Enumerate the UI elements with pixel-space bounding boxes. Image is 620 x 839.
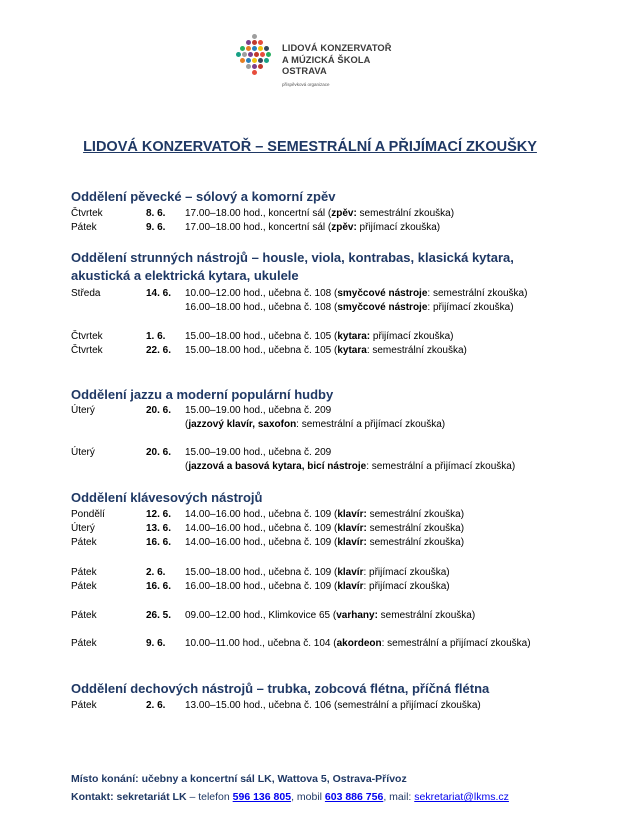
row-time: ( [185,461,189,472]
row-day: Pondělí [71,509,105,520]
logo-dot [246,58,251,63]
row-day: Pátek [71,222,97,233]
logo-dot [246,40,251,45]
row-time: 09.00–12.00 hod., Klimkovice 65 ( [185,610,337,621]
row-details [185,446,331,460]
row-time: 14.00–16.00 hod., učebna č. 109 ( [185,537,338,548]
logo-line-1: LIDOVÁ KONZERVATOŘ [282,43,392,53]
row-day: Pátek [71,700,97,711]
row-date: 13. 6. [146,523,172,534]
row-date: 20. 6. [146,405,172,416]
schedule-row [0,508,620,522]
schedule-row [0,536,620,550]
schedule-row [0,404,620,418]
row-day: Úterý [71,447,95,458]
row-day: Pátek [71,610,97,621]
row-day: Pátek [71,638,97,649]
logo-dot [252,64,257,69]
row-subject: klavír: [337,537,367,548]
row-time: 14.00–16.00 hod., učebna č. 109 ( [185,509,338,520]
row-subject: zpěv: [331,222,357,233]
row-details [185,207,454,221]
footer-place: Místo konání: učebny a koncertní sál LK, Wattova 5, Ostrava-Přívoz [71,773,407,785]
row-subject: smyčcové nástroje [337,302,428,313]
logo-dot [252,46,257,51]
row-day: Úterý [71,523,95,534]
row-subject: klavír: [337,523,367,534]
section-title-strings-1: Oddělení strunných nástrojů – housle, viola, kontrabas, klasická kytara, [71,250,514,265]
row-note: : semestrální a přijímací zkouška) [366,461,516,472]
logo-dot [252,34,257,39]
row-date: 8. 6. [146,208,166,219]
telefon-label: – telefon [186,791,233,803]
schedule-row [0,460,620,474]
row-day: Pátek [71,537,97,548]
row-time: 15.00–19.00 hod., učebna č. 209 [185,405,332,416]
mobil-label: , mobil [291,791,325,803]
logo-dot [258,46,263,51]
email-link[interactable]: sekretariat@lkms.cz [414,791,509,803]
row-subject: klavír [337,567,364,578]
logo-dot [258,58,263,63]
footer-contact [71,791,509,803]
school-logo [236,34,396,94]
schedule-row [0,566,620,580]
schedule-row [0,287,620,301]
row-details [185,404,331,418]
row-subject: varhany: [336,610,378,621]
row-date: 22. 6. [146,345,172,356]
section-title-vocal: Oddělení pěvecké – sólový a komorní zpěv [71,189,336,204]
row-details [185,508,464,522]
phone-link[interactable]: 596 136 805 [232,791,292,803]
row-time: ( [185,419,189,430]
row-note: : semestrální zkouška) [427,288,528,299]
row-subject: kytara: [337,331,371,342]
row-note: přijímací zkouška) [370,331,454,342]
row-details [185,287,527,301]
mobile-link[interactable]: 603 886 756 [324,791,384,803]
schedule-row [0,330,620,344]
logo-line-2: A MÚZICKÁ ŠKOLA [282,54,371,65]
row-details [185,522,464,536]
row-note: semestrální zkouška) [377,610,476,621]
logo-subtitle: příspěvková organizace [282,82,330,87]
row-date: 9. 6. [146,222,166,233]
row-note: semestrální zkouška) [366,537,465,548]
row-note: semestrální zkouška) [366,523,465,534]
row-day: Čtvrtek [71,345,103,356]
section-title-keyboard: Oddělení klávesových nástrojů [71,490,263,505]
logo-dot [252,58,257,63]
row-details [185,344,467,358]
schedule-row [0,207,620,221]
schedule-row [0,301,620,315]
logo-dot [258,64,263,69]
row-time: 13.00–15.00 hod., učebna č. 106 (semestrální a přijímací zkouška) [185,700,481,711]
row-details [185,460,515,474]
schedule-row [0,522,620,536]
logo-dots-icon [236,34,276,78]
logo-dot [258,40,263,45]
section-title-wind: Oddělení dechových nástrojů – trubka, zobcová flétna, příčná flétna [71,681,490,696]
row-date: 9. 6. [146,638,166,649]
logo-dot [246,64,251,69]
row-subject: klavír [337,581,364,592]
row-note: : semestrální zkouška) [366,345,467,356]
logo-line-3: OSTRAVA [282,66,327,76]
row-time: 10.00–11.00 hod., učebna č. 104 ( [185,638,337,649]
logo-dot [254,52,259,57]
schedule-row [0,699,620,713]
schedule-row [0,446,620,460]
row-details [185,536,464,550]
row-time: 15.00–19.00 hod., učebna č. 209 [185,447,332,458]
row-date: 16. 6. [146,581,172,592]
row-time: 17.00–18.00 hod., koncertní sál ( [185,222,332,233]
row-note: : semestrální a přijímací zkouška) [296,419,446,430]
row-subject: zpěv: [331,208,357,219]
row-time: 16.00–18.00 hod., učebna č. 109 ( [185,581,338,592]
schedule-row [0,221,620,235]
row-date: 2. 6. [146,567,166,578]
row-details [185,330,454,344]
row-day: Úterý [71,405,95,416]
logo-dot [240,58,245,63]
row-subject: kytara [337,345,367,356]
page-title: LIDOVÁ KONZERVATOŘ – SEMESTRÁLNÍ A PŘIJÍMACÍ ZKOUŠKY [83,139,537,155]
logo-dot [240,46,245,51]
row-day: Čtvrtek [71,331,103,342]
row-date: 20. 6. [146,447,172,458]
logo-dot [264,58,269,63]
row-note: semestrální zkouška) [356,208,455,219]
row-day: Pátek [71,581,97,592]
row-details [185,301,514,315]
row-note: : přijímací zkouška) [363,581,450,592]
section-title-jazz: Oddělení jazzu a moderní populární hudby [71,387,334,402]
logo-dot [252,40,257,45]
row-date: 16. 6. [146,537,172,548]
row-details [185,637,531,651]
row-time: 10.00–12.00 hod., učebna č. 108 ( [185,288,338,299]
row-time: 16.00–18.00 hod., učebna č. 108 ( [185,302,338,313]
row-date: 14. 6. [146,288,172,299]
row-time: 17.00–18.00 hod., koncertní sál ( [185,208,332,219]
schedule-row [0,580,620,594]
schedule-row [0,344,620,358]
section-title-strings-2: akustická a elektrická kytara, ukulele [71,268,299,283]
row-date: 2. 6. [146,700,166,711]
row-subject: klavír: [337,509,367,520]
row-note: : přijímací zkouška) [363,567,450,578]
row-subject: smyčcové nástroje [337,288,428,299]
logo-dot [266,52,271,57]
logo-dot [252,70,257,75]
row-note: přijímací zkouška) [356,222,441,233]
mail-label: , mail: [383,791,415,803]
logo-dot [242,52,247,57]
row-details [185,418,445,432]
row-details [185,221,440,235]
row-details [185,566,450,580]
logo-dot [246,46,251,51]
schedule-row [0,609,620,623]
row-details [185,580,450,594]
row-time: 14.00–16.00 hod., učebna č. 109 ( [185,523,338,534]
row-subject: jazzový klavír, saxofon [188,419,297,430]
row-time: 15.00–18.00 hod., učebna č. 105 ( [185,345,338,356]
row-details [185,699,481,713]
row-subject: akordeon [336,638,382,649]
logo-text [282,43,392,78]
row-day: Pátek [71,567,97,578]
row-time: 15.00–18.00 hod., učebna č. 105 ( [185,331,338,342]
row-date: 12. 6. [146,509,172,520]
row-date: 26. 5. [146,610,172,621]
logo-dot [260,52,265,57]
logo-dot [236,52,241,57]
row-day: Středa [71,288,101,299]
row-note: : semestrální a přijímací zkouška) [381,638,531,649]
row-subject: jazzová a basová kytara, bicí nástroje [188,461,367,472]
row-day: Čtvrtek [71,208,103,219]
schedule-row [0,637,620,651]
row-note: semestrální zkouška) [366,509,465,520]
row-details [185,609,475,623]
schedule-row [0,418,620,432]
contact-label: Kontakt: sekretariát LK [71,791,187,803]
row-date: 1. 6. [146,331,166,342]
logo-dot [264,46,269,51]
row-time: 15.00–18.00 hod., učebna č. 109 ( [185,567,338,578]
logo-dot [248,52,253,57]
row-note: : přijímací zkouška) [427,302,514,313]
